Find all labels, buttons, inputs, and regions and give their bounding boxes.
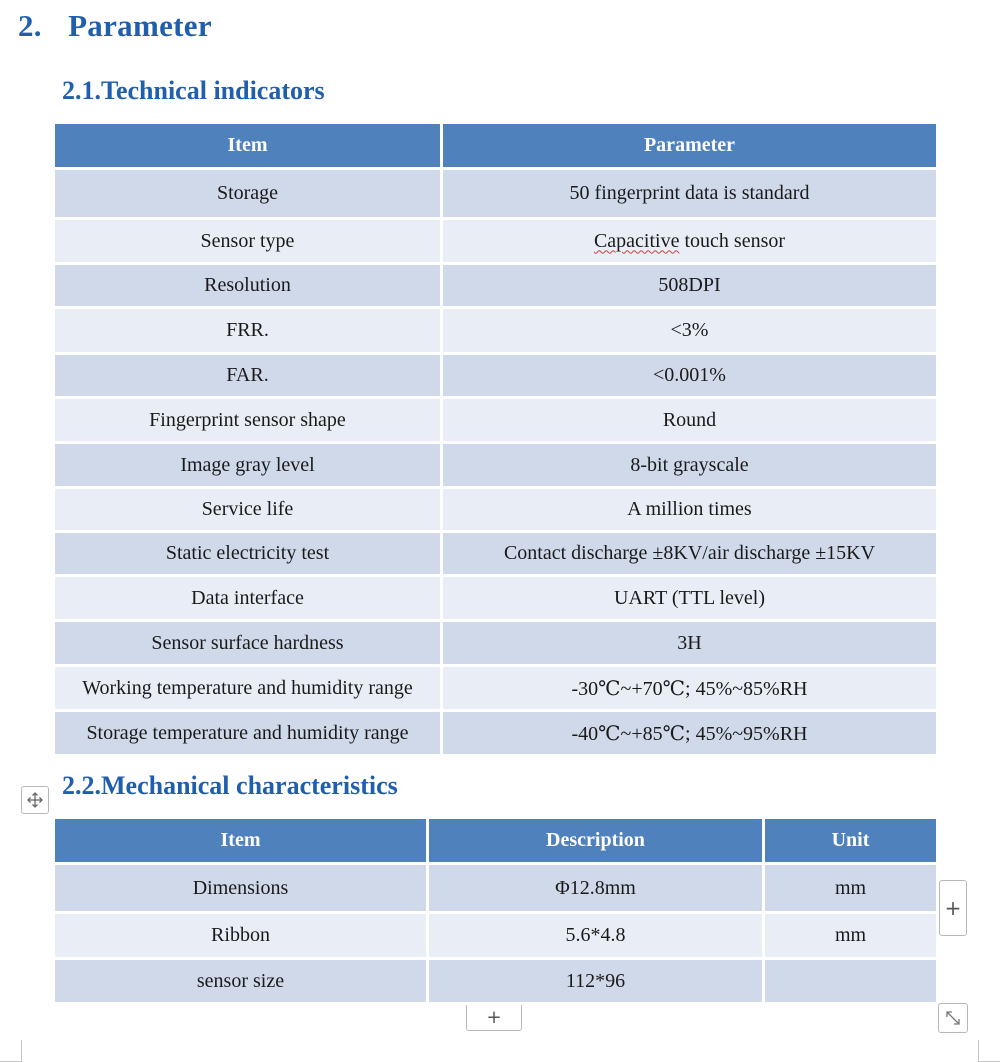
table-move-handle-icon[interactable] — [21, 786, 49, 814]
value-cell: Capacitive touch sensor — [442, 219, 938, 264]
item-cell: Fingerprint sensor shape — [54, 398, 442, 443]
item-cell: Ribbon — [54, 913, 428, 959]
table-row — [54, 864, 938, 913]
add-column-button[interactable] — [939, 880, 967, 936]
page-corner-mark — [0, 1040, 22, 1062]
table-row — [54, 576, 938, 621]
item-cell: Storage — [54, 169, 442, 219]
table-row — [54, 532, 938, 576]
item-cell: Sensor surface hardness — [54, 621, 442, 666]
value-cell: 112*96 — [428, 959, 764, 1004]
value-cell: -40℃~+85℃; 45%~95%RH — [442, 711, 938, 756]
value-cell: 5.6*4.8 — [428, 913, 764, 959]
column-header: Description — [428, 818, 764, 864]
table-header-row — [54, 123, 938, 169]
item-cell: Service life — [54, 488, 442, 532]
table-row — [54, 264, 938, 308]
item-cell: Storage temperature and humidity range — [54, 711, 442, 756]
value-cell: 3H — [442, 621, 938, 666]
item-cell: Resolution — [54, 264, 442, 308]
section-title-technical: 2.1.Technical indicators — [62, 76, 325, 105]
table-row — [54, 219, 938, 264]
table-row — [54, 488, 938, 532]
plus-icon: + — [944, 896, 962, 920]
item-cell: Data interface — [54, 576, 442, 621]
item-cell: Working temperature and humidity range — [54, 666, 442, 711]
table-header-row — [54, 818, 938, 864]
table-row — [54, 959, 938, 1004]
table-row — [54, 308, 938, 354]
table-resize-handle-icon[interactable] — [938, 1003, 968, 1033]
value-cell: mm — [764, 864, 938, 913]
value-cell: <3% — [442, 308, 938, 354]
item-cell: Sensor type — [54, 219, 442, 264]
heading-title: Parameter — [68, 8, 212, 43]
column-header: Parameter — [442, 123, 938, 169]
item-cell: Dimensions — [54, 864, 428, 913]
heading-number: 2. — [18, 8, 42, 43]
value-cell: Contact discharge ±8KV/air discharge ±15KV — [442, 532, 938, 576]
table-row — [54, 169, 938, 219]
table-row — [54, 621, 938, 666]
value-cell: Round — [442, 398, 938, 443]
item-cell: Image gray level — [54, 443, 442, 488]
mechanical-characteristics-table — [52, 816, 939, 1005]
value-cell: A million times — [442, 488, 938, 532]
page-corner-mark — [978, 1040, 1000, 1062]
plus-icon: + — [486, 1007, 502, 1028]
value-cell: -30℃~+70℃; 45%~85%RH — [442, 666, 938, 711]
technical-indicators-table — [52, 121, 939, 757]
value-cell — [764, 959, 938, 1004]
value-cell: <0.001% — [442, 354, 938, 398]
section-title-mechanical: 2.2.Mechanical characteristics — [62, 771, 398, 800]
column-header: Item — [54, 818, 428, 864]
column-header: Item — [54, 123, 442, 169]
page-heading — [18, 8, 212, 44]
table-row — [54, 711, 938, 756]
column-header: Unit — [764, 818, 938, 864]
value-cell: UART (TTL level) — [442, 576, 938, 621]
item-cell: sensor size — [54, 959, 428, 1004]
table-row — [54, 354, 938, 398]
table-row — [54, 398, 938, 443]
table-row — [54, 666, 938, 711]
value-cell: 8-bit grayscale — [442, 443, 938, 488]
table-row — [54, 913, 938, 959]
value-cell: 50 fingerprint data is standard — [442, 169, 938, 219]
add-row-button[interactable] — [466, 1005, 522, 1031]
table-row — [54, 443, 938, 488]
item-cell: Static electricity test — [54, 532, 442, 576]
item-cell: FAR. — [54, 354, 442, 398]
item-cell: FRR. — [54, 308, 442, 354]
value-cell: mm — [764, 913, 938, 959]
value-cell: 508DPI — [442, 264, 938, 308]
value-cell: Φ12.8mm — [428, 864, 764, 913]
